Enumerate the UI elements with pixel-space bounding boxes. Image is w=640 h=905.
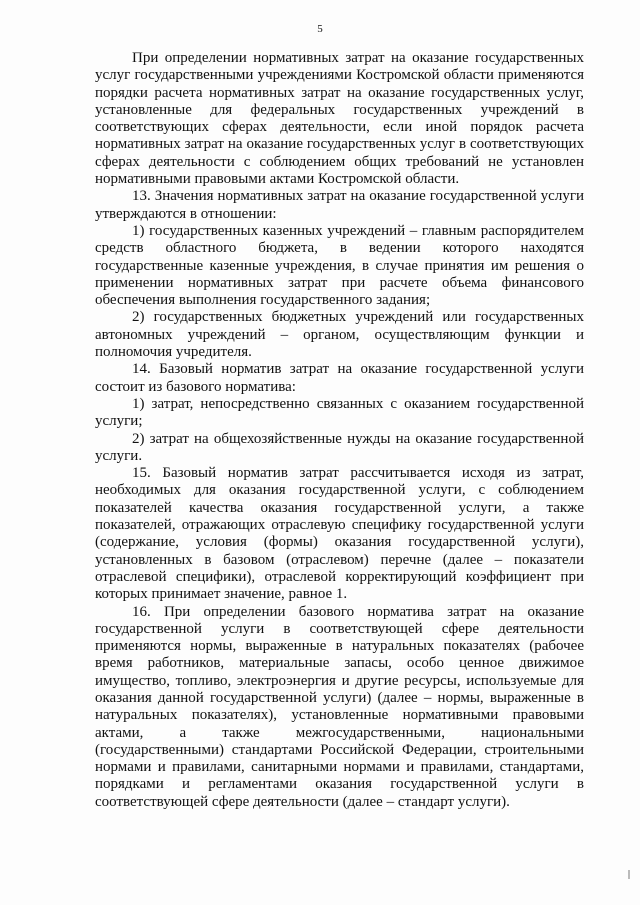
paragraph-13-item-1: 1) государственных казенных учреждений – главным распорядителем средств областного бюджета, в ведении которого находятся государственные казенные учреждения, в случае принятия им решения о применении нормативных затрат при расчете объема финансового обеспечения выполнения государственного задания; [95,222,584,309]
paragraph-16: 16. При определении базового норматива затрат на оказание государственной услуги в соответствующей сфере деятельности применяются нормы, выраженные в натуральных показателях (рабочее время работников, материальные запасы, особо ценное движимое имущество, топливо, электроэнергия и другие ресурсы, используемые для оказания данной государственной услуги) (далее – нормы, выраженные в натуральных показателях), установленные нормативными правовыми актами, а также межгосударственными, национальными (государственными) стандартами Российской Федерации, строительными нормами и правилами, санитарными нормами и правилами, стандартами, порядками и регламентами оказания государственной услуги в соответствующей сфере деятельности (далее – стандарт услуги). [95,603,584,810]
paragraph-13: 13. Значения нормативных затрат на оказание государственной услуги утверждаются в отношении: [95,188,584,222]
body-text [95,50,584,811]
page-number: 5 [317,23,323,35]
paragraph-13-item-2: 2) государственных бюджетных учреждений или государственных автономных учреждений – органом, осуществляющим функции и полномочия учредителя. [95,309,584,361]
paragraph-14: 14. Базовый норматив затрат на оказание государственной услуги состоит из базового норматива: [95,361,584,395]
paragraph-15: 15. Базовый норматив затрат рассчитывается исходя из затрат, необходимых для оказания государственной услуги, с соблюдением показателей качества оказания государственной услуги, а также показателей, отражающих отраслевую специфику государственной услуги (содержание, условия (формы) оказания государственной услуги), установленных в базовом (отраслевом) перечне (далее – показатели отраслевой специфики), отраслевой корректирующий коэффициент при которых принимает значение, равное 1. [95,465,584,603]
paragraph-intro: При определении нормативных затрат на оказание государственных услуг государственными учреждениями Костромской области применяются порядки расчета нормативных затрат на оказание государственных услуг, установленные для федеральных государственных учреждений в соответствующих сферах деятельности, если иной порядок расчета нормативных затрат на оказание государственных услуг в соответствующих сферах деятельности с соблюдением общих требований не установлен нормативными правовыми актами Костромской области. [95,50,584,188]
scan-artifact [628,870,630,879]
paragraph-14-item-2: 2) затрат на общехозяйственные нужды на оказание государственной услуги. [95,430,584,464]
paragraph-14-item-1: 1) затрат, непосредственно связанных с оказанием государственной услуги; [95,395,584,430]
